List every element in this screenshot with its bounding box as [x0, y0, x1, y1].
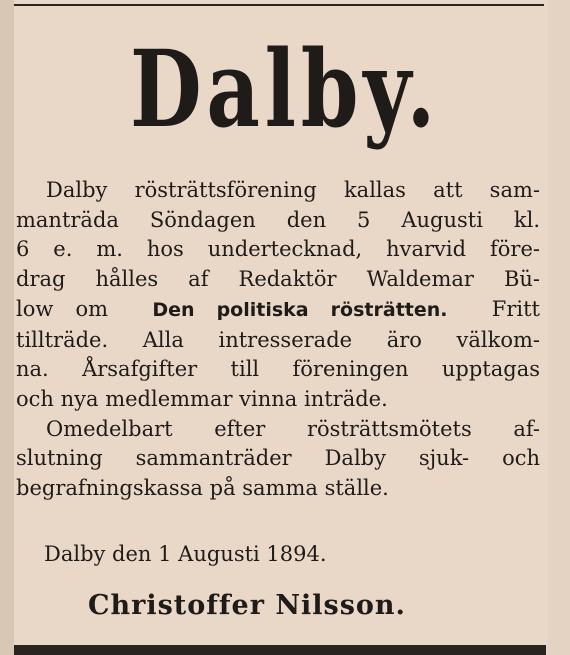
body-line: na. Årsafgifter till föreningen upptagas [16, 357, 540, 382]
left-margin [0, 0, 14, 655]
right-margin [548, 0, 570, 655]
body-line: drag hålles af Redaktör Waldemar Bü- [16, 267, 540, 292]
body-line: Dalby rösträttsförening kallas att sam- [46, 178, 540, 202]
body-line-with-title [16, 295, 540, 326]
body-line: begrafningskassa på samma ställe. [16, 476, 389, 501]
dateline: Dalby den 1 Augusti 1894. [44, 542, 327, 566]
body-line: och nya medlemmar vinna inträde. [16, 386, 388, 411]
bottom-rule [14, 645, 546, 655]
notice-body [16, 176, 540, 504]
body-line: slutning sammanträder Dalby sjuk- och [16, 446, 540, 471]
body-line: Omedelbart efter rösträttsmötets af- [46, 416, 540, 441]
lecture-title: Den politiska rösträtten. [152, 298, 448, 321]
signature: Christoffer Nilsson. [88, 590, 406, 621]
body-line: Fritt [491, 296, 540, 321]
body-line: low om [16, 296, 109, 321]
body-line: manträda Söndagen den 5 Augusti kl. [16, 207, 540, 232]
top-rule [14, 4, 544, 6]
headline: Dalby. [130, 26, 440, 151]
body-line: 6 e. m. hos undertecknad, hvarvid före- [16, 237, 540, 262]
body-line: tillträde. Alla intresserade äro välkom- [16, 327, 540, 352]
